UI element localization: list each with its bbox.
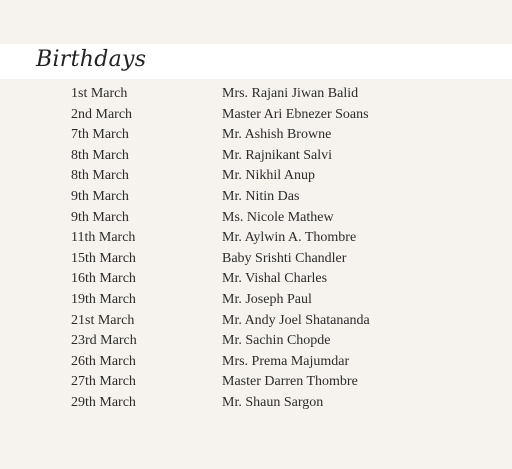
list-item [0,333,512,354]
birthday-date: 8th March [71,168,129,184]
birthday-name: Mrs. Rajani Jiwan Balid [222,86,359,101]
birthday-date: 9th March [71,209,129,225]
birthday-date: 8th March [71,147,129,163]
list-item [0,292,512,313]
birthday-name: Master Darren Thombre [222,374,358,390]
birthday-name: Mr. Rajnikant Salvi [222,147,333,163]
birthday-date: 7th March [71,127,129,143]
title-band [0,44,512,79]
birthday-name: Mr. Nitin Das [222,188,300,204]
list-item [0,189,512,210]
list-item [0,86,512,107]
list-item [0,354,512,375]
birthday-date: 21st March [71,312,135,328]
birthday-date: 2nd March [71,106,133,122]
birthday-date: 9th March [71,188,129,204]
list-item [0,230,512,251]
list-item [0,127,512,148]
birthday-name: Master Ari Ebnezer Soans [222,106,369,122]
birthday-list [0,86,512,416]
birthday-date: 26th March [71,353,136,369]
birthday-name: Mrs. Prema Majumdar [222,353,350,369]
list-item [0,271,512,292]
birthday-date: 1st March [71,86,128,101]
list-item [0,168,512,189]
list-item [0,395,512,416]
birthday-date: 15th March [71,250,136,266]
list-item [0,107,512,128]
list-item [0,251,512,272]
birthday-name: Mr. Joseph Paul [222,291,312,307]
birthday-date: 11th March [71,230,136,246]
birthday-name: Mr. Shaun Sargon [222,394,324,410]
birthday-name: Mr. Nikhil Anup [222,168,315,184]
birthday-name: Baby Srishti Chandler [222,250,347,266]
list-item [0,210,512,231]
list-item [0,374,512,395]
birthday-name: Mr. Aylwin A. Thombre [222,230,357,246]
birthday-name: Mr. Andy Joel Shatananda [222,312,370,328]
birthday-name: Mr. Sachin Chopde [222,333,331,349]
birthday-date: 29th March [71,394,136,410]
page-title: Birthdays [36,47,147,72]
list-item [0,313,512,334]
birthday-name: Ms. Nicole Mathew [222,209,334,225]
birthday-date: 19th March [71,291,136,307]
birthday-name: Mr. Vishal Charles [222,271,328,287]
birthday-date: 27th March [71,374,136,390]
birthday-name: Mr. Ashish Browne [222,127,332,143]
birthday-date: 23rd March [71,333,137,349]
birthday-date: 16th March [71,271,136,287]
list-item [0,148,512,169]
